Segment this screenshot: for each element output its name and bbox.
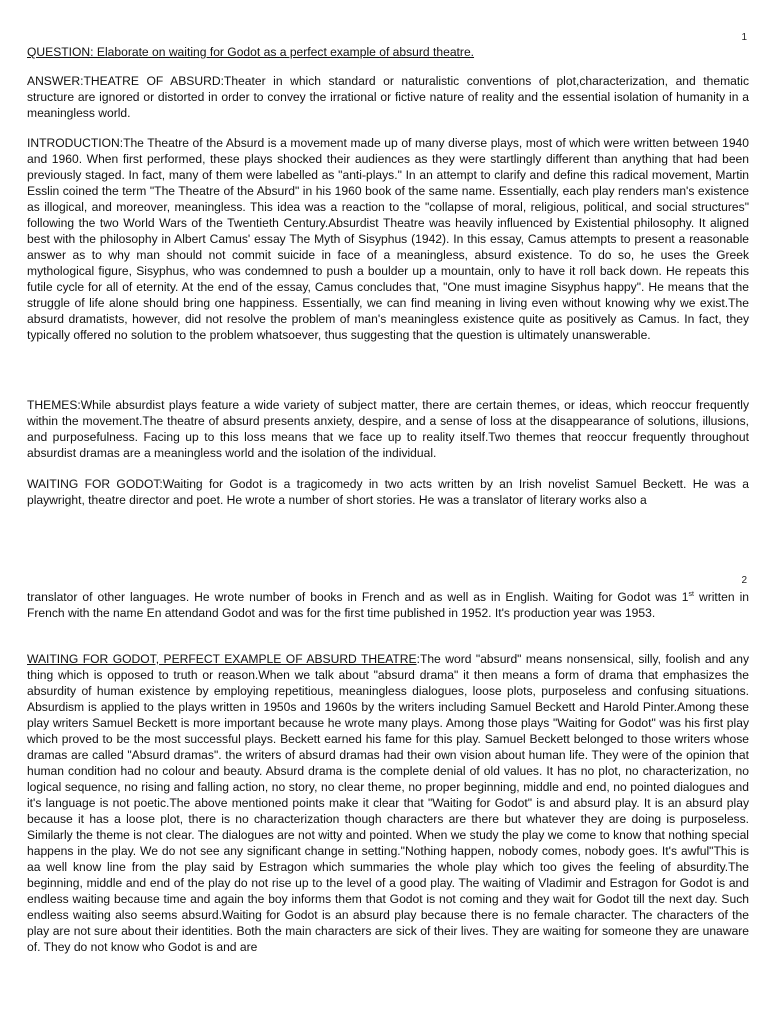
- continuation-text: translator of other languages. He wrote number of books in French and as well as in English. Waiting for Godot was 1: [27, 590, 689, 604]
- answer-paragraph: ANSWER:THEATRE OF ABSURD:Theater in which standard or naturalistic conventions of plot,characterization, and thematic structure are ignored or distorted in order to convey the irrational or fictive nature of reality and the essential isolation of humanity in a meaningless world.: [27, 74, 749, 120]
- introduction-paragraph: INTRODUCTION:The Theatre of the Absurd is a movement made up of many diverse plays, most of which were written between 1940 and 1960. When first performed, these plays shocked their audiences as they were startlingly different than anything that had been previously staged. In fact, many of them were labelled as "anti-plays." In an attempt to clarify and define this radical movement, Martin Esslin coined the term "The Theatre of the Absurd" in his 1960 book of the same name. Essentially, each play renders man's existence as illogical, and moreover, meaningless. This idea was a reaction to the "collapse of moral, religious, political, and social structures" following the two World Wars of the Twentieth Century.Absurdist Theatre was heavily influenced by Existential philosophy. It aligned best with the philosophy in Albert Camus' essay The Myth of Sisyphus (1942). In this essay, Camus attempts to present a reasonable answer as to why man should not commit suicide in face of a meaningless, absurd existence. To do so, he uses the Greek mythological figure, Sisyphus, who was condemned to push a boulder up a mountain, only to have it roll back down. He repeats this futile cycle for all of eternity. At the end of the essay, Camus concludes that, "One must imagine Sisyphus happy". He means that the struggle of life alone should bring one happiness. Essentially, we can find meaning in living even without knowing why we exist.The absurd dramatists, however, did not resolve the problem of man's meaningless existence quite as positively as Camus. In fact, they typically offered no solution to the problem whatsoever, thus suggesting that the question is ultimately unanswerable.: [27, 136, 749, 342]
- question-line: QUESTION: Elaborate on waiting for Godot as a perfect example of absurd theatre.: [27, 45, 475, 59]
- page-number-1: 1: [741, 32, 747, 43]
- page-number-2: 2: [741, 575, 747, 586]
- ordinal-superscript: st: [688, 591, 694, 598]
- perfect-example-paragraph: [27, 651, 749, 955]
- perfect-example-body: :The word "absurd" means nonsensical, silly, foolish and any thing which is opposed to truth or reason.When we talk about "absurd drama" it then means a form of drama that emphasizes the absurdity of human existence by employing repetitious, meaningless dialogues, loose plots, purposeless and confusing situations. Absurdism is applied to the plays written in 1950s and 1960s by the writers including Samuel Beckett and Harold Pinter.Among these play writers Samuel Beckett is more important because he wrote many plays. Among those plays "Waiting for Godot" was his first play which proved to be the most successful plays. Beckett earned his fame for this play. Samuel Beckett belonged to those writers whose dramas are called "Absurd dramas". the writers of absurd dramas had their own vision about human life. They were of the opinion that human condition had no colour and beauty. Absurd drama is the complete denial of old values. It has no plot, no characterization, no logical sequence, no rising and falling action, no story, no clear theme, no proper beginning, middle and end, no pointed dialogues and it's language is not poetic.The above mentioned points make it clear that "Waiting for Godot" is and absurd play. It is an absurd play because it has a loose plot, there is no characterization though characters are there but whatever they are doing is purposeless. Similarly the theme is not clear. The dialogues are not witty and pointed. When we study the play we come to know that nothing special happens in the play. We do not see any significant change in setting."Nothing happen, nobody comes, nobody goes. It's awful"This is aa well know line from the play said by Estragon which summaries the whole play which too gives the feeling of absurdity.The beginning, middle and end of the play do not rise up to the level of a good play. The waiting of Vladimir and Estragon for Godot is and endless waiting because time and again the boy informs them that Godot is not coming and they wait for Godot till the next day. Such endless waiting also seems absurd.Waiting for Godot is an absurd play because there is no female character. The characters of the play are not sure about their identities. Both the main characters are sick of their lives. They are waiting for someone they are unaware of. They do not know who Godot is and are: [27, 652, 749, 954]
- continuation-paragraph: [27, 589, 749, 621]
- waiting-for-godot-paragraph: WAITING FOR GODOT:Waiting for Godot is a tragicomedy in two acts written by an Irish novelist Samuel Beckett. He was a playwright, theatre director and poet. He wrote a number of short stories. He was a translator of literary works also a: [27, 477, 749, 507]
- continuation-text-end: written in French with the name En attendand Godot and was for the first time published in 1952. It's production year was 1953.: [27, 590, 749, 620]
- themes-paragraph: THEMES:While absurdist plays feature a wide variety of subject matter, there are certain themes, or ideas, which reoccur frequently within the movement.The theatre of absurd presents anxiety, despire, and a sense of loss at the disappearance of solutions, illusions, and purposefulness. Facing up to this loss means that we face up to reality itself.Two themes that reoccur frequently throughout absurdist dramas are a meaningless world and the isolation of the individual.: [27, 398, 749, 460]
- perfect-example-heading: WAITING FOR GODOT, PERFECT EXAMPLE OF ABSURD THEATRE: [27, 652, 417, 666]
